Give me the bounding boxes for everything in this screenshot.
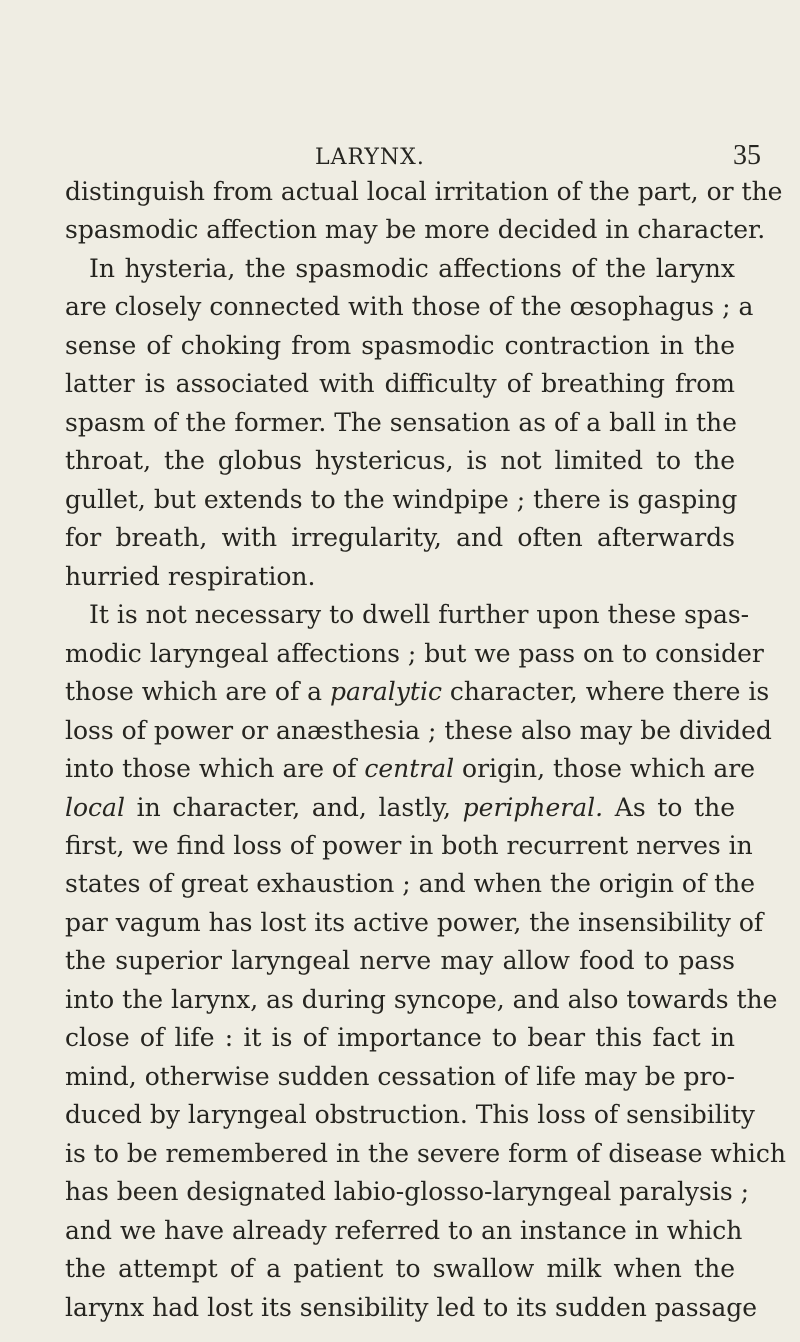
text-line bbox=[65, 404, 735, 442]
text-segment: into the larynx, as during syncope, and also towards the bbox=[65, 984, 778, 1014]
italic-term: local bbox=[65, 792, 125, 822]
text-segment: throat, the globus hystericus, is not limited to the bbox=[65, 446, 735, 476]
text-line bbox=[65, 750, 756, 788]
text-segment: into those which are of bbox=[65, 754, 365, 784]
text-segment: close of life : it is of importance to bear this fact in bbox=[65, 1023, 735, 1053]
text-line bbox=[65, 211, 766, 249]
text-segment: in character, and, lastly, bbox=[124, 792, 463, 822]
text-segment: modic laryngeal affections ; but we pass on to consider bbox=[65, 638, 764, 668]
text-line bbox=[65, 1096, 755, 1134]
text-line bbox=[65, 365, 735, 403]
body-text bbox=[65, 173, 787, 1327]
text-segment: mind, otherwise sudden cessation of life may be pro- bbox=[65, 1061, 736, 1091]
text-line bbox=[65, 288, 754, 326]
text-segment: duced by laryngeal obstruction. This loss of sensibility bbox=[65, 1100, 755, 1130]
text-line bbox=[65, 1212, 743, 1250]
text-line bbox=[65, 1058, 735, 1096]
text-line bbox=[65, 904, 764, 942]
text-segment: for breath, with irregularity, and often afterwards bbox=[65, 523, 735, 553]
text-segment: loss of power or anæsthesia ; these also may be divided bbox=[65, 715, 772, 745]
text-line bbox=[65, 1250, 735, 1288]
text-segment: is to be remembered in the severe form of disease which bbox=[65, 1138, 787, 1168]
text-segment: spasm of the former. The sensation as of a ball in the bbox=[65, 407, 737, 437]
text-segment: are closely connected with those of the œsophagus ; a bbox=[65, 292, 754, 322]
text-segment: latter is associated with difficulty of breathing from bbox=[65, 369, 735, 399]
text-segment: distinguish from actual local irritation of the part, or the bbox=[65, 177, 783, 206]
text-line bbox=[65, 1173, 750, 1211]
text-segment: gullet, but extends to the windpipe ; there is gasping bbox=[65, 484, 738, 514]
text-segment: first, we find loss of power in both recurrent nerves in bbox=[65, 830, 753, 860]
text-segment: sense of choking from spasmodic contraction in the bbox=[65, 330, 735, 360]
text-segment: states of great exhaustion ; and when the origin of the bbox=[65, 869, 756, 899]
text-line bbox=[65, 1135, 787, 1173]
text-segment: the attempt of a patient to swallow milk when the bbox=[65, 1254, 735, 1284]
text-line bbox=[65, 519, 735, 557]
text-segment: It is not necessary to dwell further upon these spas- bbox=[89, 600, 750, 630]
text-segment: and we have already referred to an instance in which bbox=[65, 1215, 743, 1245]
text-segment: those which are of a bbox=[65, 677, 331, 707]
text-line bbox=[65, 712, 772, 750]
text-line bbox=[65, 1289, 758, 1327]
italic-term: paralytic bbox=[330, 677, 442, 707]
text-segment: As to the bbox=[603, 792, 735, 822]
text-line bbox=[65, 865, 756, 903]
text-line bbox=[65, 558, 735, 596]
text-line bbox=[65, 173, 783, 211]
page-number: 35 bbox=[733, 140, 761, 171]
text-line bbox=[65, 1019, 735, 1057]
text-segment: spasmodic affection may be more decided in character. bbox=[65, 215, 766, 245]
text-line bbox=[65, 981, 778, 1019]
text-line bbox=[65, 596, 750, 634]
italic-term: central bbox=[364, 754, 455, 784]
text-segment: origin, those which are bbox=[454, 754, 756, 784]
italic-term: peripheral. bbox=[462, 792, 604, 822]
text-line bbox=[65, 827, 753, 865]
text-line bbox=[65, 327, 735, 365]
text-segment: the superior laryngeal nerve may allow food to pass bbox=[65, 946, 735, 976]
text-segment: larynx had lost its sensibility led to its sudden passage bbox=[65, 1292, 758, 1322]
text-line bbox=[65, 789, 735, 827]
running-title: LARYNX. bbox=[315, 145, 425, 170]
text-line bbox=[65, 635, 764, 673]
text-line bbox=[65, 250, 735, 288]
text-line bbox=[65, 942, 735, 980]
text-segment: has been designated labio-glosso-laryngeal paralysis ; bbox=[65, 1177, 750, 1207]
text-segment: In hysteria, the spasmodic affections of the larynx bbox=[89, 253, 735, 283]
text-line bbox=[65, 481, 738, 519]
running-head bbox=[0, 140, 800, 174]
text-segment: character, where there is bbox=[441, 677, 770, 707]
text-line bbox=[65, 673, 770, 711]
text-line bbox=[65, 442, 735, 480]
text-segment: hurried respiration. bbox=[65, 561, 316, 591]
text-segment: par vagum has lost its active power, the insensibility of bbox=[65, 907, 764, 937]
